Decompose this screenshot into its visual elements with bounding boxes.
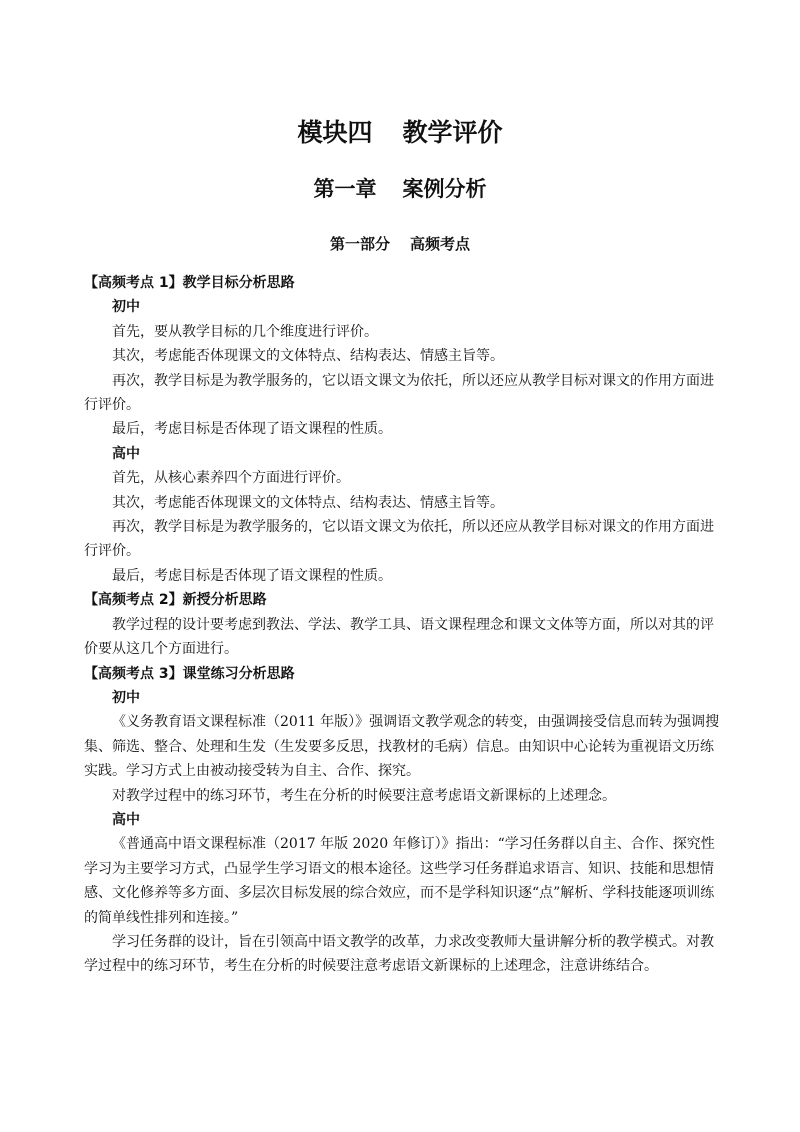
kp1-junior-label: 初中	[112, 299, 140, 316]
paragraph: 其次，考虑能否体现课文的文体特点、结构表达、情感主旨等。	[112, 348, 504, 365]
paragraph: 其次，考虑能否体现课文的文体特点、结构表达、情感主旨等。	[112, 494, 504, 511]
paragraph: 再次，教学目标是为教学服务的，它以语文课文为依托，所以还应从教学目标对课文的作用方面进行评价。	[84, 519, 714, 560]
paragraph: 首先，从核心素养四个方面进行评价。	[112, 470, 350, 487]
paragraph: 教学过程的设计要考虑到教法、学法、教学工具、语文课程理念和课文文体等方面，所以对其的评价要从这几个方面进行。	[84, 616, 714, 658]
paragraph: 《义务教育语文课程标准（2011 年版）》强调语文教学观念的转变，由强调接受信息而转为强调搜集、筛选、整合、处理和生发（生发要多反思，找教材的毛病）信息。由知识中心论转为重视语文历练实践。学习方式上由被动接受转为自主、合作、探究。	[84, 714, 720, 780]
kp3-senior-label: 高中	[112, 811, 140, 828]
kp1-senior-label: 高中	[112, 445, 140, 462]
chapter-title: 第一章 案例分析	[313, 177, 487, 201]
kp3-heading: 【高频考点 3】课堂练习分析思路	[84, 665, 295, 682]
kp1-heading: 【高频考点 1】教学目标分析思路	[84, 275, 295, 291]
paragraph: 首先，要从教学目标的几个维度进行评价。	[112, 323, 378, 340]
paragraph: 对教学过程中的练习环节，考生在分析的时候要注意考虑语文新课标的上述理念。	[112, 787, 616, 804]
section-title: 第一部分 高频考点	[329, 235, 471, 253]
paragraph: 最后，考虑目标是否体现了语文课程的性质。	[112, 421, 392, 438]
kp3-junior-label: 初中	[112, 689, 140, 706]
document-body	[84, 271, 724, 979]
module-title: 模块四 教学评价	[297, 118, 503, 147]
paragraph: 再次，教学目标是为教学服务的，它以语文课文为依托，所以还应从教学目标对课文的作用方面进行评价。	[84, 372, 714, 414]
paragraph: 《普通高中语文课程标准（2017 年版 2020 年修订）》指出：“学习任务群以自主、合作、探究性学习为主要学习方式，凸显学生学习语文的根本途径。这些学习任务群追求语言、知识、技能和思想情感、文化修养等多方面、多层次目标发展的综合效应，而不是学科知识逐“点”解析、学科技能逐项训练的简单线性排列和连接。”	[84, 836, 715, 926]
paragraph: 学习任务群的设计，旨在引领高中语文教学的改革，力求改变教师大量讲解分析的教学模式。对教学过程中的练习环节，考生在分析的时候要注意考虑语文新课标的上述理念，注意讲练结合。	[84, 933, 714, 975]
paragraph: 最后，考虑目标是否体现了语文课程的性质。	[112, 567, 392, 584]
kp2-heading: 【高频考点 2】新授分析思路	[84, 592, 267, 609]
